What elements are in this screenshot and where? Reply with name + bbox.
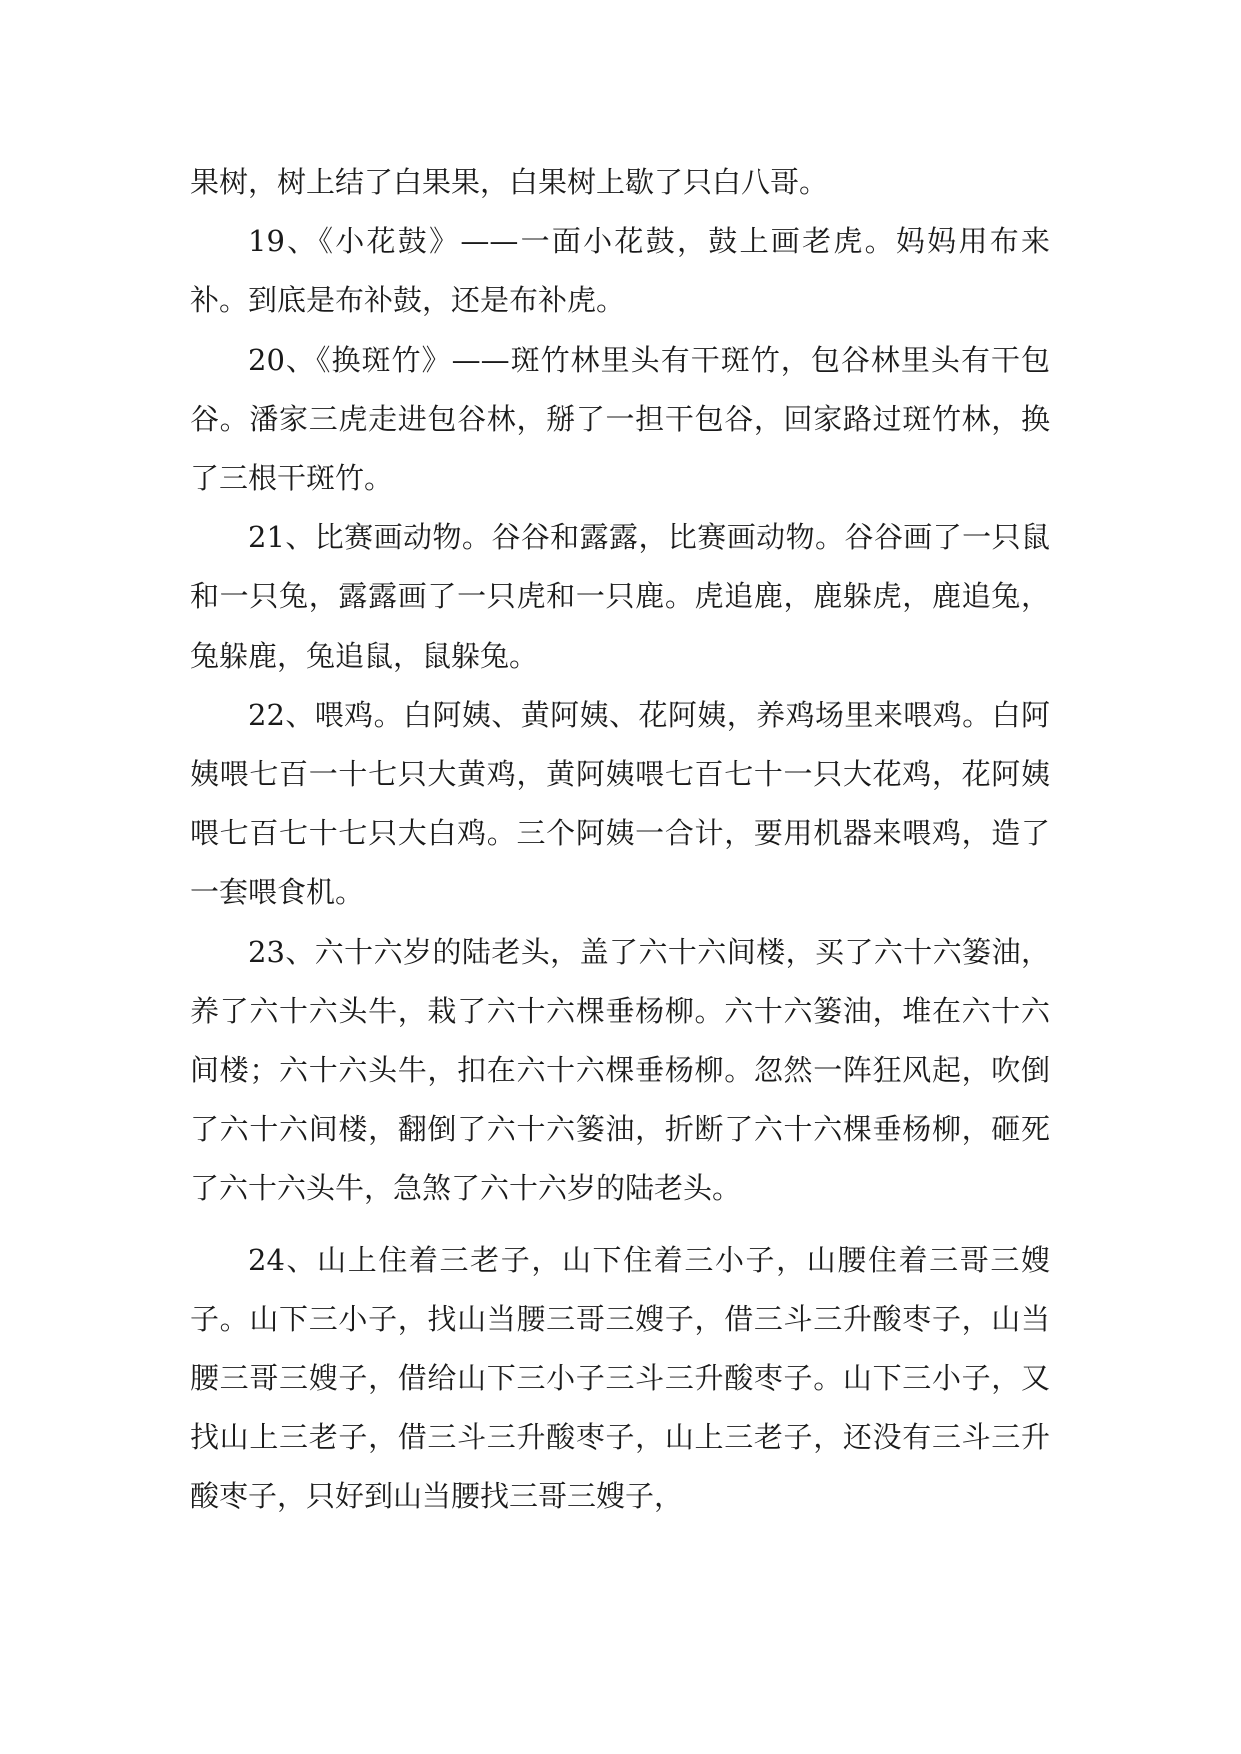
- paragraph-21: 21、比赛画动物。谷谷和露露，比赛画动物。谷谷画了一只鼠和一只兔，露露画了一只虎和一只鹿。虎追鹿，鹿躲虎，鹿追兔，兔躲鹿，兔追鼠，鼠躲兔。: [190, 520, 1050, 673]
- document-body: [190, 153, 1050, 1527]
- paragraph-23: 23、六十六岁的陆老头，盖了六十六间楼，买了六十六篓油，养了六十六头牛，栽了六十六棵垂杨柳。六十六篓油，堆在六十六间楼；六十六头牛，扣在六十六棵垂杨柳。忽然一阵狂风起，吹倒了六十六间楼，翻倒了六十六篓油，折断了六十六棵垂杨柳，砸死了六十六头牛，急煞了六十六岁的陆老头。: [190, 934, 1050, 1206]
- paragraph-22: 22、喂鸡。白阿姨、黄阿姨、花阿姨，养鸡场里来喂鸡。白阿姨喂七百一十七只大黄鸡，黄阿姨喂七百七十一只大花鸡，花阿姨喂七百七十七只大白鸡。三个阿姨一合计，要用机器来喂鸡，造了一套喂食机。: [190, 697, 1050, 910]
- paragraph-20: 20、《换斑竹》——斑竹林里头有干斑竹，包谷林里头有干包谷。潘家三虎走进包谷林，掰了一担干包谷，回家路过斑竹林，换了三根干斑竹。: [190, 342, 1050, 496]
- paragraph-19: 19、《小花鼓》——一面小花鼓，鼓上画老虎。妈妈用布来补。到底是布补鼓，还是布补虎。: [190, 224, 1050, 318]
- paragraph-24: 24、山上住着三老子，山下住着三小子，山腰住着三哥三嫂子。山下三小子，找山当腰三哥三嫂子，借三斗三升酸枣子，山当腰三哥三嫂子，借给山下三小子三斗三升酸枣子。山下三小子，又找山上三老子，借三斗三升酸枣子，山上三老子，还没有三斗三升酸枣子，只好到山当腰找三哥三嫂子，: [190, 1242, 1050, 1514]
- paragraph-0: 果树，树上结了白果果，白果树上歇了只白八哥。: [190, 165, 829, 199]
